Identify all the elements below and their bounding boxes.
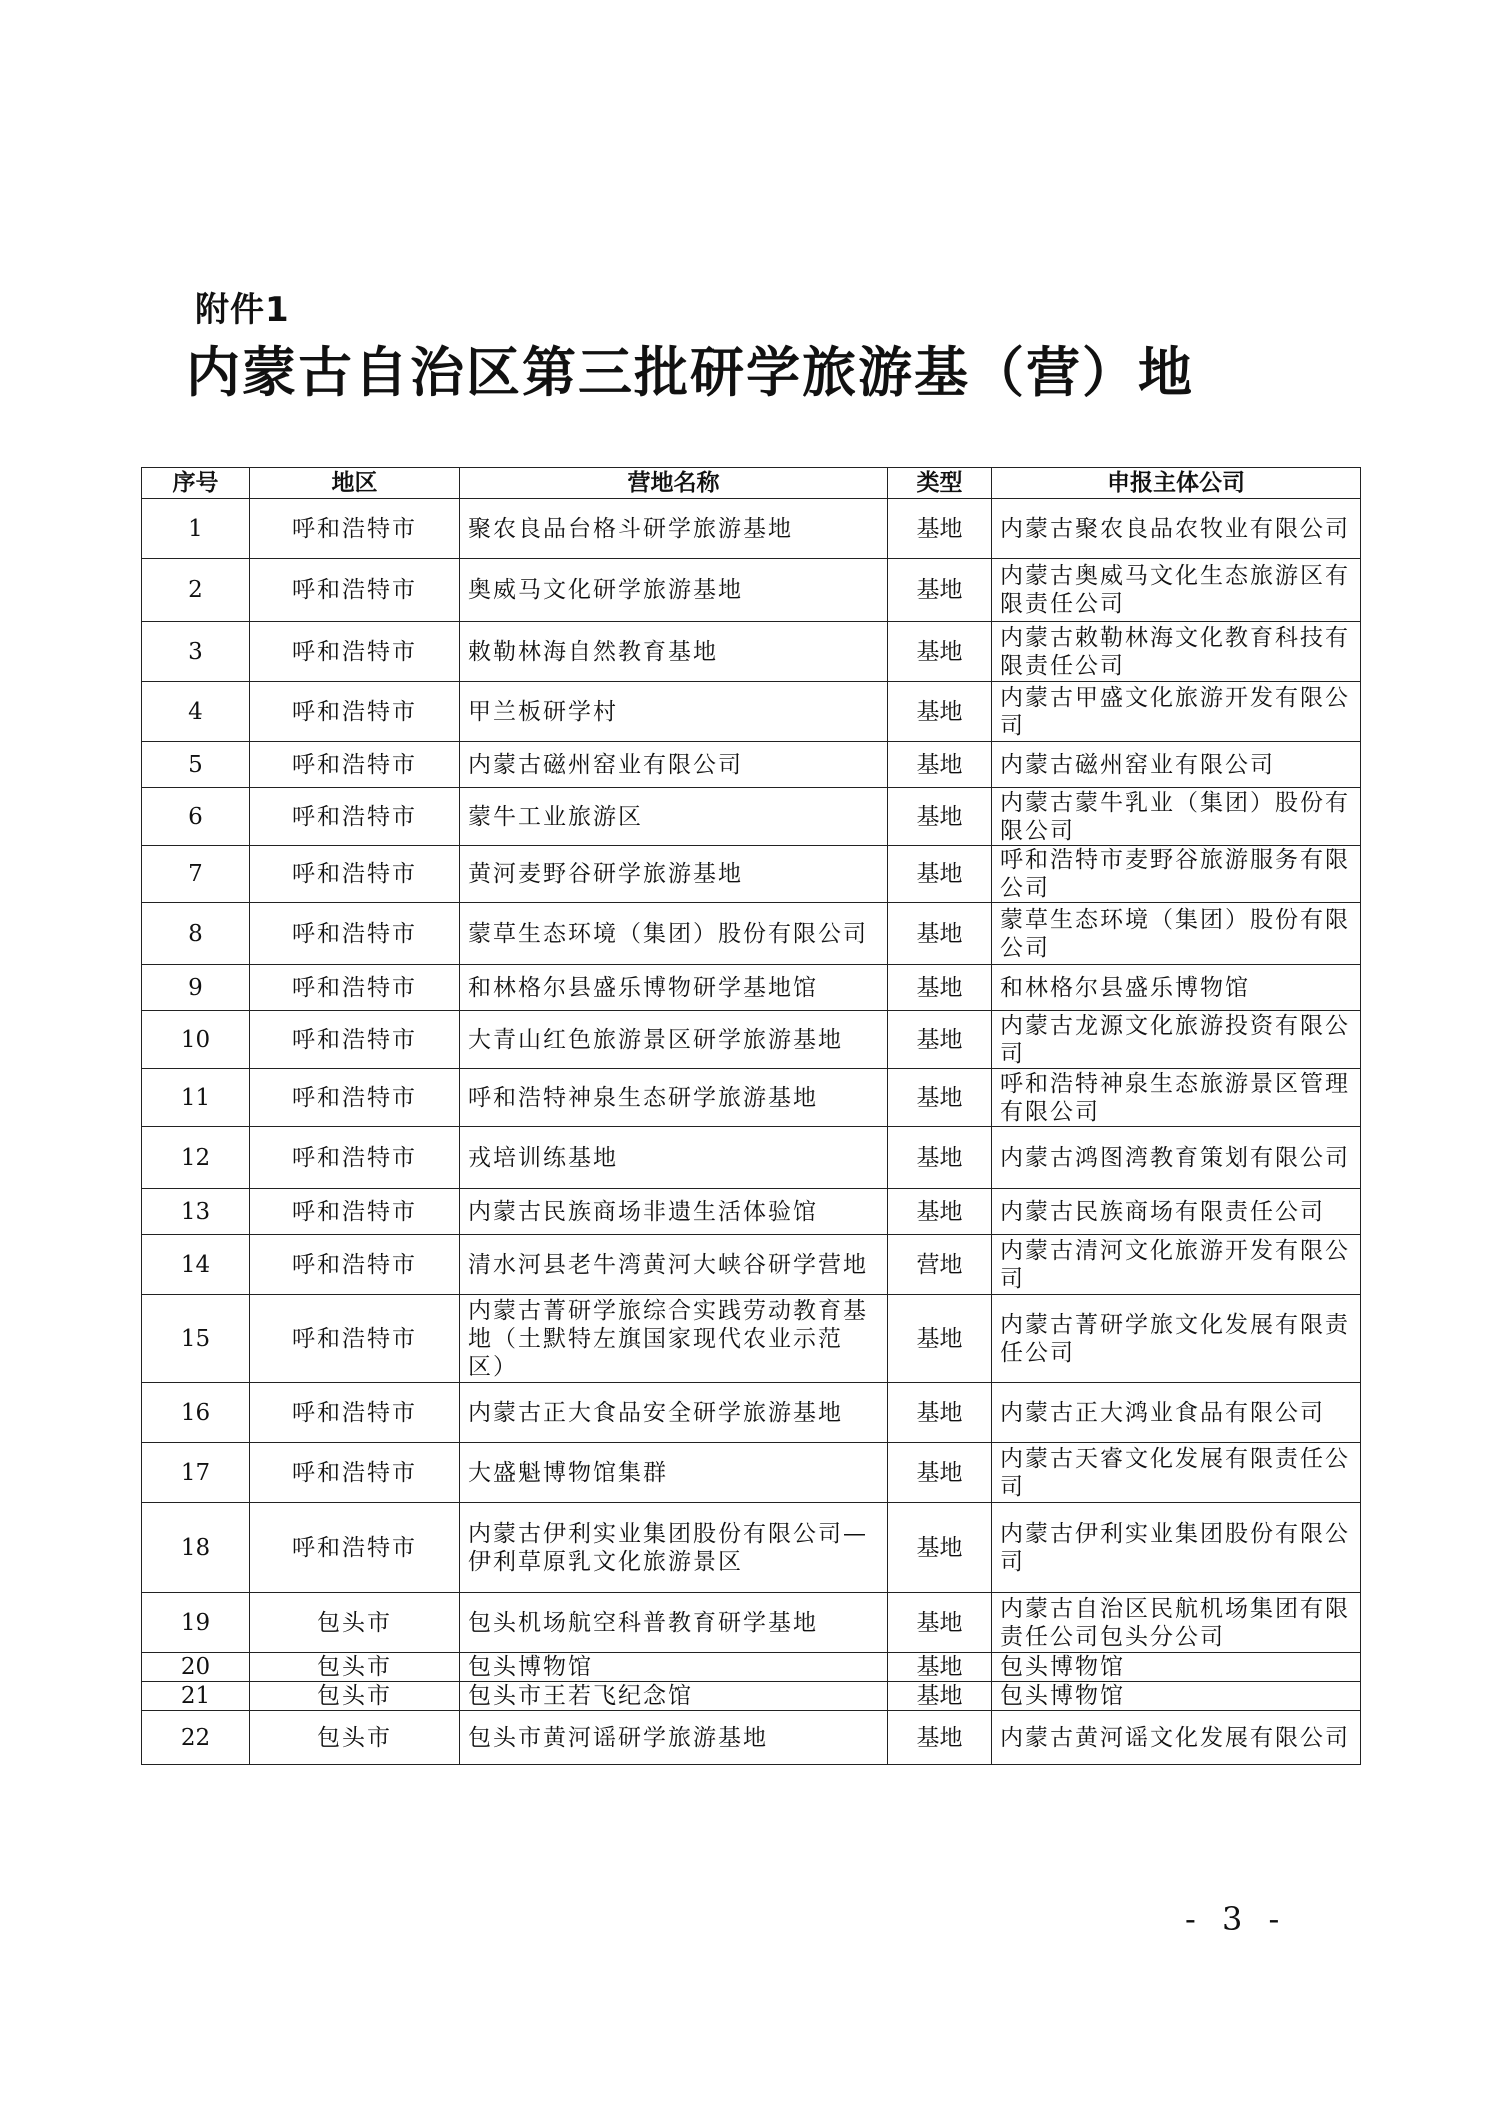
row-type: 营地 xyxy=(888,1235,992,1295)
row-base-name: 内蒙古伊利实业集团股份有限公司—伊利草原乳文化旅游景区 xyxy=(460,1503,888,1593)
row-type: 基地 xyxy=(888,742,992,788)
row-company: 内蒙古黄河谣文化发展有限公司 xyxy=(992,1711,1361,1765)
table-body xyxy=(142,499,1361,1765)
row-base-name: 大盛魁博物馆集群 xyxy=(460,1443,888,1503)
row-area: 呼和浩特市 xyxy=(250,1443,460,1503)
row-company: 内蒙古奥威马文化生态旅游区有限责任公司 xyxy=(992,559,1361,622)
table-row xyxy=(142,1383,1361,1443)
row-type: 基地 xyxy=(888,1127,992,1189)
row-number: 3 xyxy=(142,622,250,682)
table-row xyxy=(142,846,1361,903)
row-base-name: 内蒙古磁州窑业有限公司 xyxy=(460,742,888,788)
table-row xyxy=(142,1503,1361,1593)
table-row xyxy=(142,1653,1361,1682)
page-number: - 3 - xyxy=(1185,1900,1288,1938)
row-number: 2 xyxy=(142,559,250,622)
row-number: 9 xyxy=(142,965,250,1011)
row-type: 基地 xyxy=(888,1011,992,1069)
table-row xyxy=(142,1443,1361,1503)
header-name: 营地名称 xyxy=(460,468,888,499)
header-company: 申报主体公司 xyxy=(992,468,1361,499)
row-company: 蒙草生态环境（集团）股份有限公司 xyxy=(992,903,1361,965)
table-row xyxy=(142,682,1361,742)
row-type: 基地 xyxy=(888,559,992,622)
row-area: 呼和浩特市 xyxy=(250,622,460,682)
row-base-name: 聚农良品台格斗研学旅游基地 xyxy=(460,499,888,559)
row-company: 内蒙古磁州窑业有限公司 xyxy=(992,742,1361,788)
row-base-name: 呼和浩特神泉生态研学旅游基地 xyxy=(460,1069,888,1127)
row-base-name: 甲兰板研学村 xyxy=(460,682,888,742)
row-number: 13 xyxy=(142,1189,250,1235)
row-company: 内蒙古自治区民航机场集团有限责任公司包头分公司 xyxy=(992,1593,1361,1653)
row-number: 17 xyxy=(142,1443,250,1503)
row-type: 基地 xyxy=(888,1593,992,1653)
row-number: 21 xyxy=(142,1682,250,1711)
row-area: 呼和浩特市 xyxy=(250,499,460,559)
row-base-name: 和林格尔县盛乐博物研学基地馆 xyxy=(460,965,888,1011)
row-number: 22 xyxy=(142,1711,250,1765)
row-number: 6 xyxy=(142,788,250,846)
row-base-name: 奥威马文化研学旅游基地 xyxy=(460,559,888,622)
row-type: 基地 xyxy=(888,622,992,682)
row-type: 基地 xyxy=(888,1443,992,1503)
row-company: 内蒙古菁研学旅文化发展有限责任公司 xyxy=(992,1295,1361,1383)
row-number: 19 xyxy=(142,1593,250,1653)
table-row xyxy=(142,1682,1361,1711)
table-row xyxy=(142,622,1361,682)
row-area: 呼和浩特市 xyxy=(250,1189,460,1235)
row-company: 内蒙古正大鸿业食品有限公司 xyxy=(992,1383,1361,1443)
row-type: 基地 xyxy=(888,1503,992,1593)
row-number: 14 xyxy=(142,1235,250,1295)
row-type: 基地 xyxy=(888,965,992,1011)
row-area: 呼和浩特市 xyxy=(250,742,460,788)
row-area: 呼和浩特市 xyxy=(250,1295,460,1383)
row-company: 内蒙古清河文化旅游开发有限公司 xyxy=(992,1235,1361,1295)
table-row xyxy=(142,559,1361,622)
row-area: 呼和浩特市 xyxy=(250,965,460,1011)
row-number: 20 xyxy=(142,1653,250,1682)
row-area: 呼和浩特市 xyxy=(250,1069,460,1127)
base-list-table xyxy=(141,467,1361,1765)
row-base-name: 黄河麦野谷研学旅游基地 xyxy=(460,846,888,903)
table-row xyxy=(142,1127,1361,1189)
row-number: 11 xyxy=(142,1069,250,1127)
row-number: 1 xyxy=(142,499,250,559)
row-base-name: 包头市黄河谣研学旅游基地 xyxy=(460,1711,888,1765)
document-title: 内蒙古自治区第三批研学旅游基（营）地 xyxy=(186,341,1194,404)
table-row xyxy=(142,1295,1361,1383)
row-company: 包头博物馆 xyxy=(992,1653,1361,1682)
row-number: 16 xyxy=(142,1383,250,1443)
row-type: 基地 xyxy=(888,499,992,559)
row-company: 呼和浩特市麦野谷旅游服务有限公司 xyxy=(992,846,1361,903)
row-base-name: 内蒙古民族商场非遗生活体验馆 xyxy=(460,1189,888,1235)
row-number: 7 xyxy=(142,846,250,903)
row-company: 内蒙古鸿图湾教育策划有限公司 xyxy=(992,1127,1361,1189)
row-type: 基地 xyxy=(888,1295,992,1383)
row-base-name: 蒙草生态环境（集团）股份有限公司 xyxy=(460,903,888,965)
row-area: 包头市 xyxy=(250,1682,460,1711)
row-area: 呼和浩特市 xyxy=(250,682,460,742)
row-base-name: 大青山红色旅游景区研学旅游基地 xyxy=(460,1011,888,1069)
header-area: 地区 xyxy=(250,468,460,499)
row-base-name: 包头市王若飞纪念馆 xyxy=(460,1682,888,1711)
row-area: 包头市 xyxy=(250,1711,460,1765)
row-company: 内蒙古聚农良品农牧业有限公司 xyxy=(992,499,1361,559)
row-type: 基地 xyxy=(888,1711,992,1765)
row-area: 包头市 xyxy=(250,1593,460,1653)
table-row xyxy=(142,788,1361,846)
row-company: 呼和浩特神泉生态旅游景区管理有限公司 xyxy=(992,1069,1361,1127)
row-type: 基地 xyxy=(888,788,992,846)
row-base-name: 蒙牛工业旅游区 xyxy=(460,788,888,846)
row-base-name: 包头机场航空科普教育研学基地 xyxy=(460,1593,888,1653)
row-company: 内蒙古龙源文化旅游投资有限公司 xyxy=(992,1011,1361,1069)
row-area: 呼和浩特市 xyxy=(250,1235,460,1295)
row-area: 呼和浩特市 xyxy=(250,1127,460,1189)
row-type: 基地 xyxy=(888,903,992,965)
row-company: 内蒙古民族商场有限责任公司 xyxy=(992,1189,1361,1235)
row-area: 呼和浩特市 xyxy=(250,559,460,622)
row-company: 内蒙古天睿文化发展有限责任公司 xyxy=(992,1443,1361,1503)
row-company: 包头博物馆 xyxy=(992,1682,1361,1711)
row-type: 基地 xyxy=(888,682,992,742)
table-row xyxy=(142,742,1361,788)
row-area: 包头市 xyxy=(250,1653,460,1682)
header-no: 序号 xyxy=(142,468,250,499)
table-row xyxy=(142,1189,1361,1235)
row-type: 基地 xyxy=(888,846,992,903)
row-base-name: 包头博物馆 xyxy=(460,1653,888,1682)
table-row xyxy=(142,1235,1361,1295)
row-type: 基地 xyxy=(888,1653,992,1682)
table-row xyxy=(142,965,1361,1011)
table-row xyxy=(142,903,1361,965)
table-row xyxy=(142,1069,1361,1127)
row-number: 10 xyxy=(142,1011,250,1069)
row-number: 18 xyxy=(142,1503,250,1593)
row-area: 呼和浩特市 xyxy=(250,1383,460,1443)
row-area: 呼和浩特市 xyxy=(250,788,460,846)
row-base-name: 内蒙古菁研学旅综合实践劳动教育基地（土默特左旗国家现代农业示范区） xyxy=(460,1295,888,1383)
row-type: 基地 xyxy=(888,1383,992,1443)
table-header-row xyxy=(142,468,1361,499)
row-base-name: 清水河县老牛湾黄河大峡谷研学营地 xyxy=(460,1235,888,1295)
table-row xyxy=(142,1593,1361,1653)
row-company: 内蒙古甲盛文化旅游开发有限公司 xyxy=(992,682,1361,742)
row-number: 12 xyxy=(142,1127,250,1189)
table-row xyxy=(142,1711,1361,1765)
row-type: 基地 xyxy=(888,1682,992,1711)
row-company: 内蒙古敕勒林海文化教育科技有限责任公司 xyxy=(992,622,1361,682)
row-number: 4 xyxy=(142,682,250,742)
row-company: 和林格尔县盛乐博物馆 xyxy=(992,965,1361,1011)
row-area: 呼和浩特市 xyxy=(250,1503,460,1593)
row-base-name: 敕勒林海自然教育基地 xyxy=(460,622,888,682)
row-type: 基地 xyxy=(888,1069,992,1127)
header-type: 类型 xyxy=(888,468,992,499)
row-number: 8 xyxy=(142,903,250,965)
table-row xyxy=(142,1011,1361,1069)
row-company: 内蒙古蒙牛乳业（集团）股份有限公司 xyxy=(992,788,1361,846)
attachment-label: 附件1 xyxy=(195,290,290,330)
row-area: 呼和浩特市 xyxy=(250,846,460,903)
row-type: 基地 xyxy=(888,1189,992,1235)
row-area: 呼和浩特市 xyxy=(250,903,460,965)
row-number: 5 xyxy=(142,742,250,788)
row-base-name: 内蒙古正大食品安全研学旅游基地 xyxy=(460,1383,888,1443)
row-number: 15 xyxy=(142,1295,250,1383)
row-area: 呼和浩特市 xyxy=(250,1011,460,1069)
row-base-name: 戎培训练基地 xyxy=(460,1127,888,1189)
row-company: 内蒙古伊利实业集团股份有限公司 xyxy=(992,1503,1361,1593)
table-row xyxy=(142,499,1361,559)
